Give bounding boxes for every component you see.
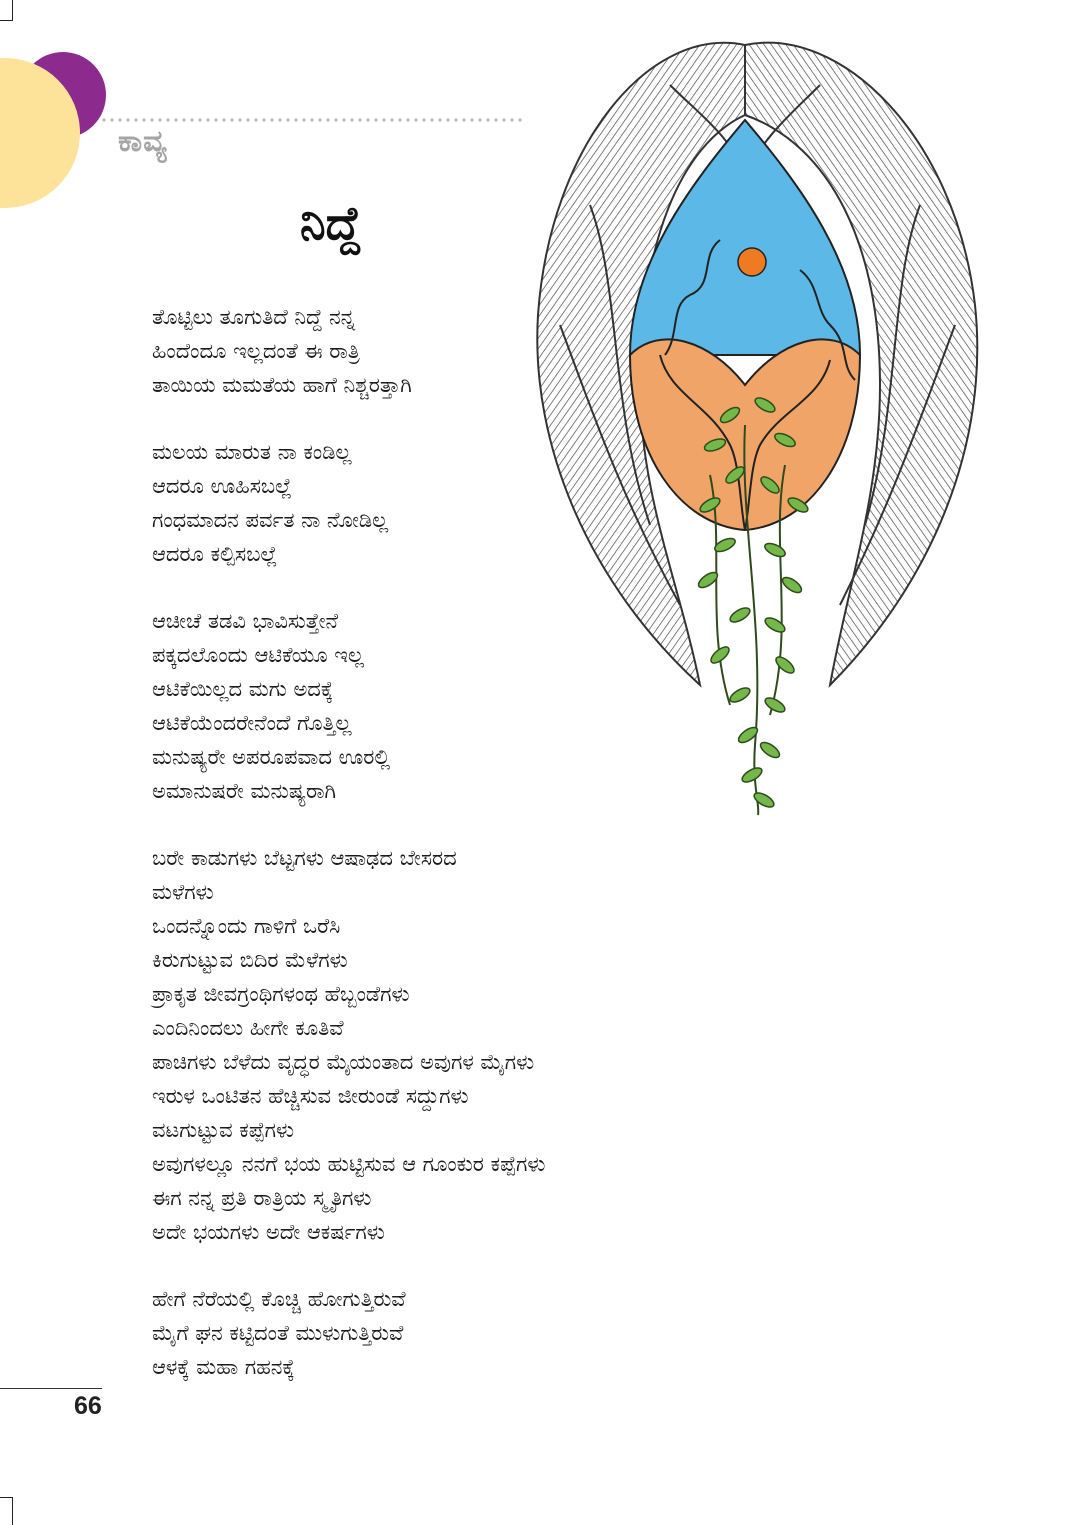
poem-line: ಬರೇ ಕಾಡುಗಳು ಬೆಟ್ಟಗಳು ಆಷಾಢದ ಬೇಸರದ	[152, 846, 457, 870]
poem-line: ಆಟಿಕೆಯೆಂದರೇನೆಂದೆ ಗೊತ್ತಿಲ್ಲ	[152, 711, 352, 735]
poem-line: ವಟಗುಟ್ಟುವ ಕಪ್ಪೆಗಳು	[152, 1118, 295, 1142]
poem-line: ಆದರೂ ಊಹಿಸಬಲ್ಲೆ	[152, 474, 293, 498]
poem-line: ಈಗ ನನ್ನ ಪ್ರತಿ ರಾತ್ರಿಯ ಸ್ಮೃತಿಗಳು	[152, 1186, 372, 1210]
hair-drop-vine-illustration	[530, 25, 990, 825]
poem-line: ತೊಟ್ಟಿಲು ತೂಗುತಿದೆ ನಿದ್ದೆ ನನ್ನ	[152, 305, 356, 329]
crop-mark-bottom-left-h	[0, 1497, 13, 1498]
poem-line: ಅದೇ ಭಯಗಳು ಅದೇ ಆಕರ್ಷಗಳು	[152, 1220, 385, 1244]
poem-line: ಮಳೆಗಳು	[152, 880, 214, 904]
stanza	[152, 841, 712, 1249]
poem-title: ನಿದ್ದೆ	[300, 196, 362, 250]
page-number: 66	[74, 1392, 102, 1420]
poem-line: ಆಚೀಚೆ ತಡವಿ ಭಾವಿಸುತ್ತೇನೆ	[152, 609, 339, 633]
stanza	[152, 1282, 712, 1384]
crop-mark-bottom-left	[12, 1497, 13, 1525]
poem-line: ಆದರೂ ಕಲ್ಪಿಸಬಲ್ಲೆ	[152, 542, 278, 566]
poem-line: ಮನುಷ್ಯರೇ ಅಪರೂಪವಾದ ಊರಲ್ಲಿ	[152, 745, 391, 769]
poem-line: ಮೈಗೆ ಘನ ಕಟ್ಟಿದಂತೆ ಮುಳುಗುತ್ತಿರುವೆ	[152, 1321, 404, 1345]
poem-line: ಗಂಧಮಾದನ ಪರ್ವತ ನಾ ನೋಡಿಲ್ಲ	[152, 508, 389, 532]
poem-line: ಇರುಳ ಒಂಟಿತನ ಹೆಚ್ಚಿಸುವ ಜೀರುಂಡೆ ಸದ್ದುಗಳು	[152, 1084, 469, 1108]
poem-line: ಪ್ರಾಕೃತ ಜೀವಗ್ರಂಥಿಗಳಂಥ ಹೆಬ್ಬಂಡೆಗಳು	[152, 982, 410, 1006]
poem-line: ಒಂದನ್ನೊಂದು ಗಾಳಿಗೆ ಒರೆಸಿ	[152, 914, 341, 938]
poem-line: ಮಲಯ ಮಾರುತ ನಾ ಕಂಡಿಲ್ಲ	[152, 440, 352, 464]
poem-line: ಅಮಾನುಷರೇ ಮನುಷ್ಯರಾಗಿ	[152, 779, 337, 803]
section-label: ಕಾವ್ಯ	[118, 124, 168, 159]
poem-line: ಹಿಂದೆಂದೂ ಇಲ್ಲದಂತೆ ಈ ರಾತ್ರಿ	[152, 339, 360, 363]
poem-line: ತಾಯಿಯ ಮಮತೆಯ ಹಾಗೆ ನಿಶ್ಚರತ್ತಾಗಿ	[152, 373, 412, 397]
poem-line: ಪಕ್ಕದಲೊಂದು ಆಟಿಕೆಯೂ ಇಲ್ಲ	[152, 643, 365, 667]
poem-line: ಪಾಚಿಗಳು ಬೆಳೆದು ವೃದ್ಧರ ಮೈಯಂತಾದ ಅವುಗಳ ಮೈಗಳು	[152, 1050, 535, 1074]
poem-line: ಅವುಗಳಲ್ಲೂ ನನಗೆ ಭಯ ಹುಟ್ಟಿಸುವ ಆ ಗೂಂಕುರ ಕಪ್ಪೆಗಳು	[152, 1152, 546, 1176]
poem-line: ಆಟಿಕೆಯಿಲ್ಲದ ಮಗು ಅದಕ್ಕೆ	[152, 677, 334, 701]
crop-mark-top-left-h	[0, 20, 13, 21]
crop-mark-top-left	[12, 0, 13, 20]
footer-rule	[0, 1388, 102, 1389]
sun-icon	[738, 248, 766, 276]
poem-line: ಆಳಕ್ಕೆ ಮಹಾ ಗಹನಕ್ಕೆ	[152, 1355, 295, 1379]
poem-line: ಕಿರುಗುಟ್ಟುವ ಬಿದಿರ ಮೆಳೆಗಳು	[152, 948, 348, 972]
dotted-divider	[100, 118, 525, 122]
poem-line: ಎಂದಿನಿಂದಲು ಹೀಗೇ ಕೂತಿವೆ	[152, 1016, 344, 1040]
poem-line: ಹೇಗೆ ನೆರೆಯಲ್ಲಿ ಕೊಚ್ಚಿ ಹೋಗುತ್ತಿರುವೆ	[152, 1287, 406, 1311]
